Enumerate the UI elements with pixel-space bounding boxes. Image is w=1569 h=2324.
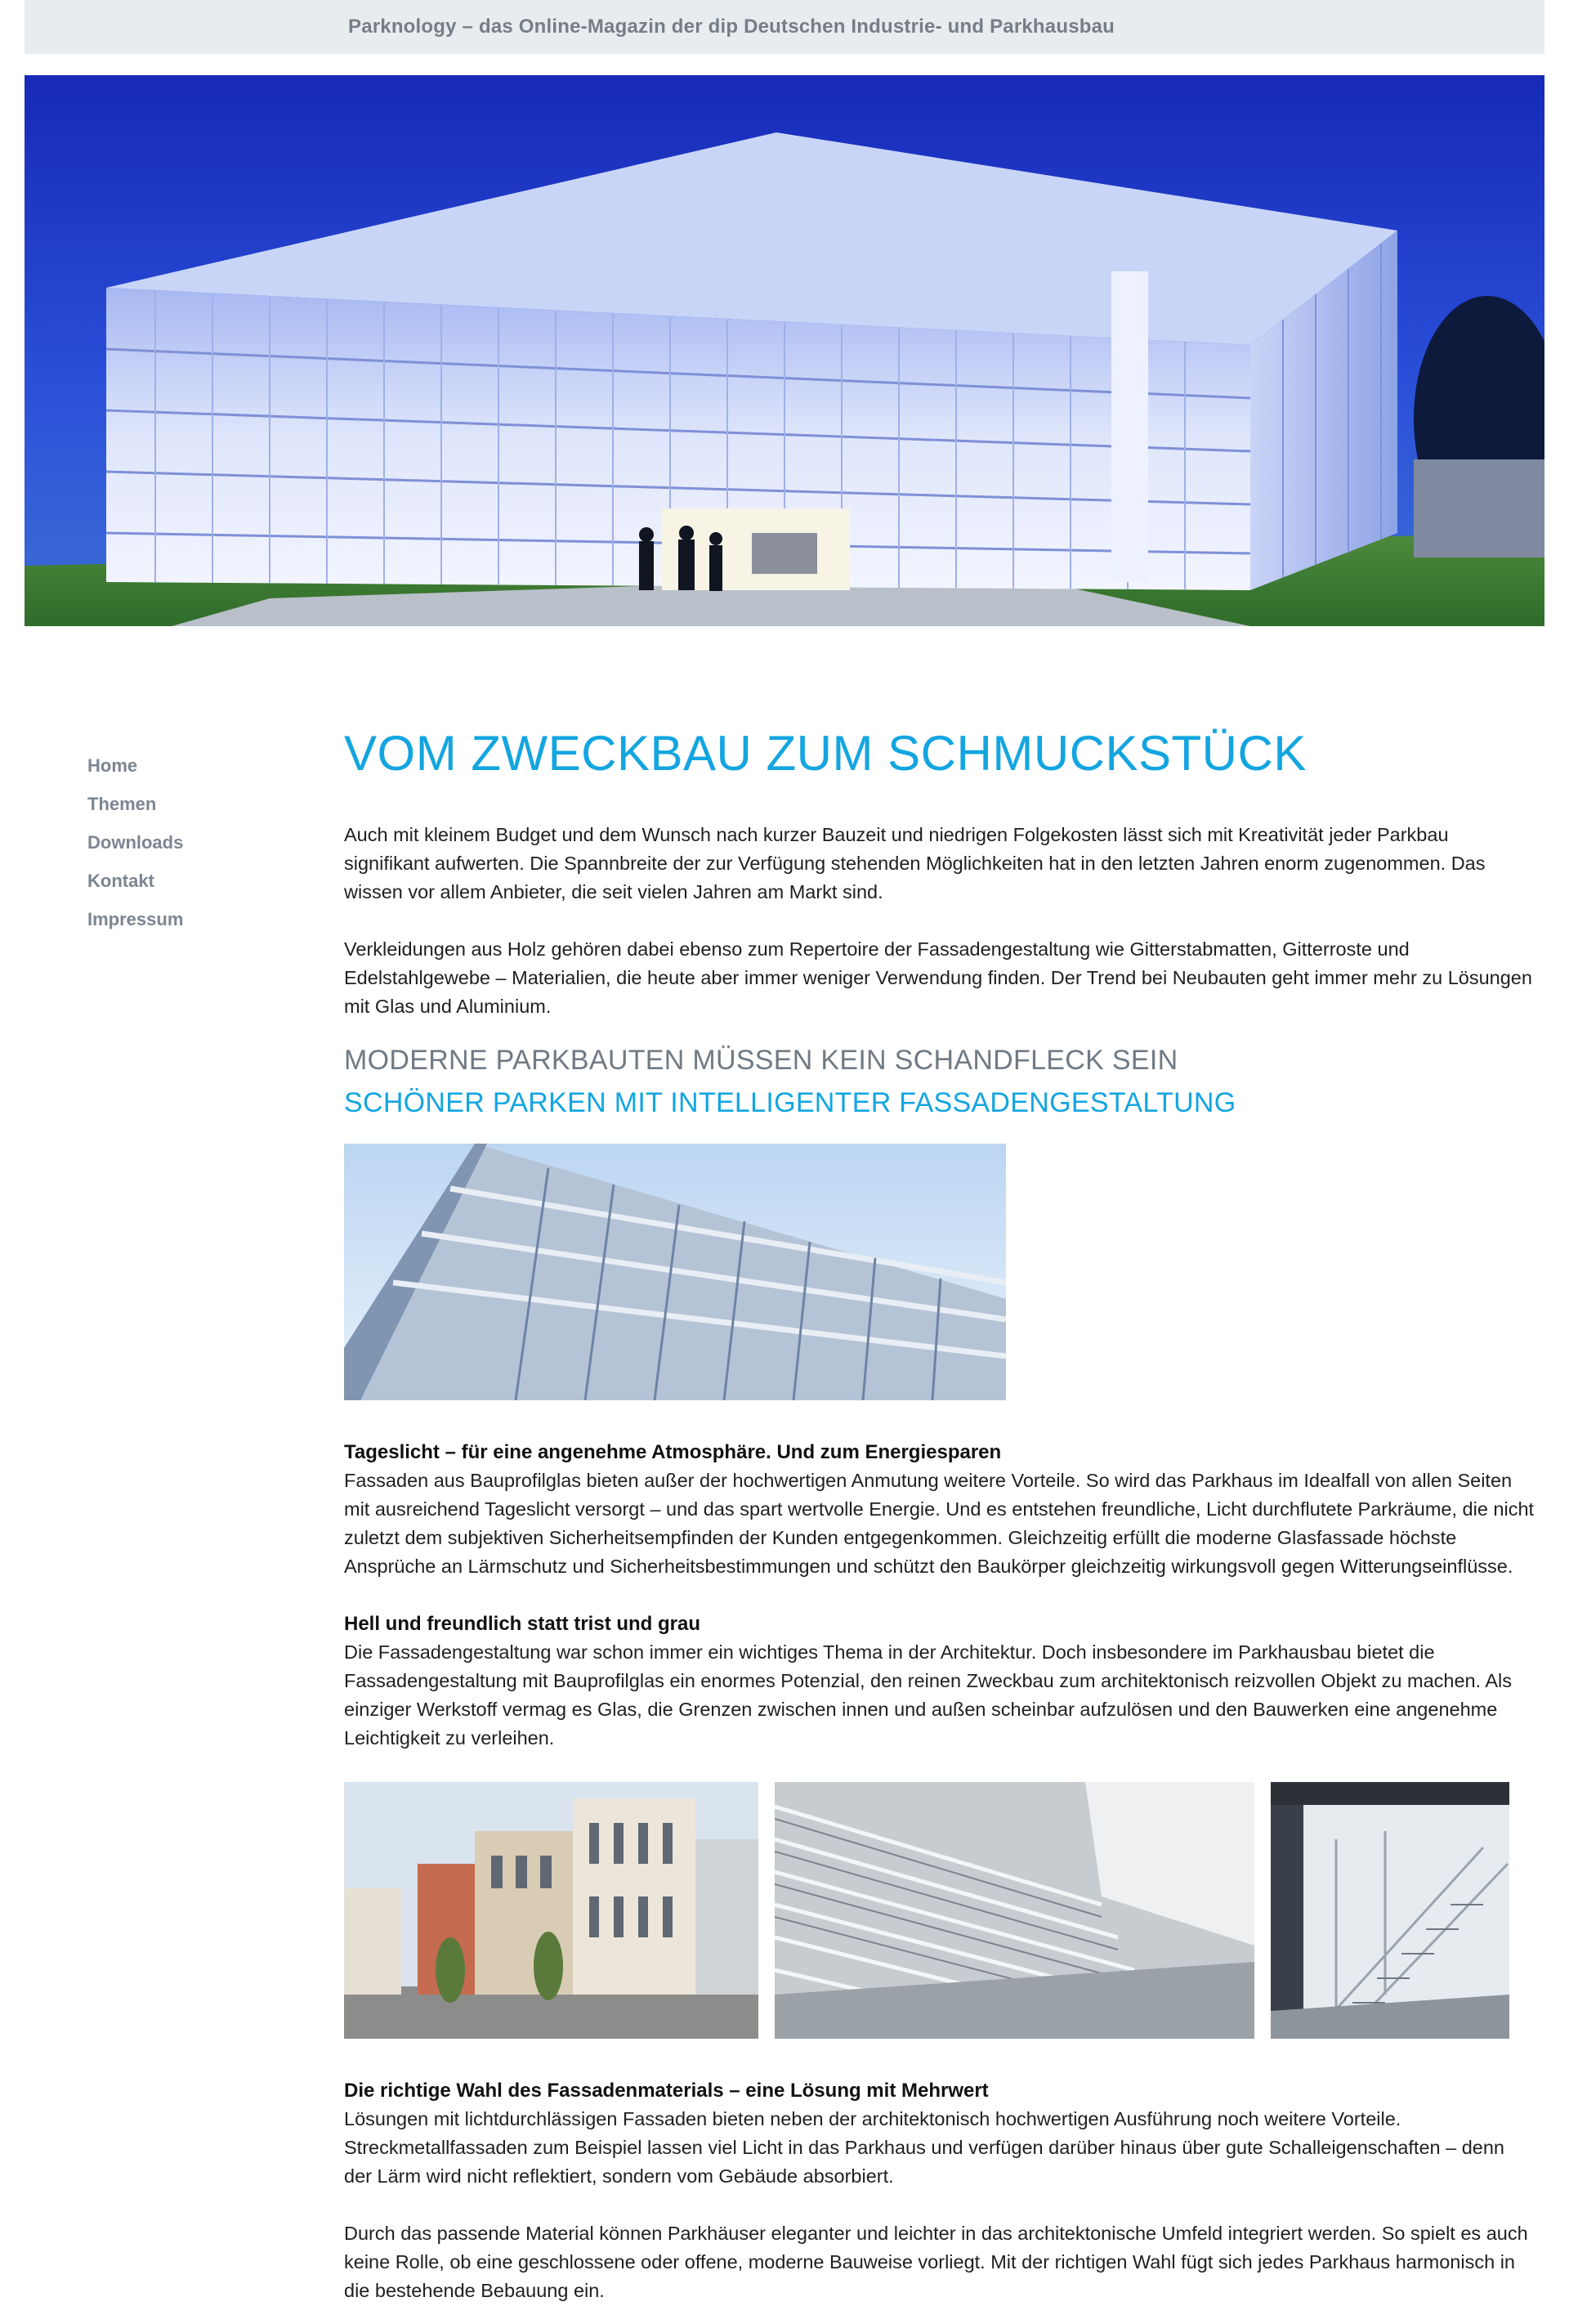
- facade-illustration: [344, 1144, 1006, 1400]
- image-row: [344, 1782, 1537, 2039]
- section-1-text: Fassaden aus Bauprofilglas bieten außer der hochwertigen Anmutung weitere Vorteile. So wird das Parkhaus im Idealfall von allen Seiten mit ausreichend Tageslicht versorgt – und das spart wertvolle Energie. Und es entstehen freundliche, Licht durchflutete Parkräume, die nicht zuletzt dem subjektiven Sicherheitsempfinden der Kunden entgegenkommen. Gleichzeitig erfüllt die moderne Glasfassade höchste Ansprüche an Lärmschutz und Sicherheitsbestimmungen und schützt den Baukörper gleichzeitig wirkungsvoll gegen Witterungseinflüsse.: [344, 1470, 1535, 1577]
- metal-mesh-image: [775, 1782, 1254, 2039]
- site-tagline: Parknology – das Online-Magazin der dip Deutschen Industrie- und Parkhausbau: [347, 16, 1115, 38]
- nav-item-impressum[interactable]: Impressum: [87, 909, 184, 929]
- colorful-facade-image: [344, 1782, 758, 2039]
- stairwell-image: [1271, 1782, 1509, 2039]
- article-intro-1: Auch mit kleinem Budget und dem Wunsch nach kurzer Bauzeit und niedrigen Folgekosten lässt sich mit Kreativität jeder Parkbau signifikant aufwerten. Die Spannbreite der zur Verfügung stehenden Möglichkeiten hat in den letzten Jahren enorm zugenommen. Das wissen vor allem Anbieter, die seit vielen Jahren am Markt sind.: [344, 824, 1486, 902]
- article-subtitle-grey: MODERNE PARKBAUTEN MÜSSEN KEIN SCHANDFLECK SEIN: [344, 1045, 1178, 1076]
- side-navigation: [87, 746, 316, 938]
- nav-item-downloads[interactable]: Downloads: [87, 832, 184, 853]
- article-subtitle-blue: SCHÖNER PARKEN MIT INTELLIGENTER FASSADENGESTALTUNG: [344, 1087, 1236, 1118]
- article: [344, 719, 1537, 2305]
- article-title: VOM ZWECKBAU ZUM SCHMUCKSTÜCK: [344, 726, 1307, 781]
- hero-garage-illustration: [25, 75, 1544, 626]
- nav-item-themen[interactable]: Themen: [87, 794, 157, 814]
- colorful-facade-illustration: [344, 1782, 758, 2039]
- article-intro-2: Verkleidungen aus Holz gehören dabei ebenso zum Repertoire der Fassadengestaltung wie Gitterstabmatten, Gitterroste und Edelstahlgewebe – Materialien, die heute aber immer weniger Verwendung finden. Der Trend bei Neubauten geht immer mehr zu Lösungen mit Glas und Aluminium.: [344, 938, 1532, 1017]
- section-2-text: Die Fassadengestaltung war schon immer ein wichtiges Thema in der Architektur. Doch insbesondere im Parkhausbau bietet die Fassadengestaltung mit Bauprofilglas ein enormes Potenzial, den reinen Zweckbau zum architektonisch reizvollen Objekt zu machen. Als einziger Werkstoff vermag es Glas, die Grenzen zwischen innen und außen scheinbar aufzulösen und den Bauwerken eine angenehme Leichtigkeit zu verleihen.: [344, 1641, 1513, 1749]
- hero-image: [25, 75, 1544, 626]
- stairwell-illustration: [1271, 1782, 1509, 2039]
- section-1-heading: Tageslicht – für eine angenehme Atmosphäre. Und zum Energiesparen: [344, 1441, 1002, 1463]
- section-3-heading: Die richtige Wahl des Fassadenmaterials – eine Lösung mit Mehrwert: [344, 2080, 989, 2102]
- section-3-text: Lösungen mit lichtdurchlässigen Fassaden bieten neben der architektonisch hochwertigen Ausführung noch weitere Vorteile. Streckmetallfassaden zum Beispiel lassen viel Licht in das Parkhaus und verfügen darüber hinaus über gute Schalleigenschaften – denn der Lärm wird nicht reflektiert, sondern vom Gebäude absorbiert.: [344, 2108, 1505, 2187]
- article-closing: Durch das passende Material können Parkhäuser eleganter und leichter in das architektonische Umfeld integriert werden. So spielt es auch keine Rolle, ob eine geschlossene oder offene, moderne Bauweise vorliegt. Mit der richtigen Wahl fügt sich jedes Parkhaus harmonisch in die bestehende Bebauung ein.: [344, 2223, 1528, 2301]
- section-2-heading: Hell und freundlich statt trist und grau: [344, 1613, 701, 1635]
- metal-mesh-illustration: [775, 1782, 1254, 2039]
- nav-item-home[interactable]: Home: [87, 755, 138, 776]
- facade-image: [344, 1144, 1006, 1400]
- site-header: [25, 0, 1544, 54]
- nav-item-kontakt[interactable]: Kontakt: [87, 871, 154, 891]
